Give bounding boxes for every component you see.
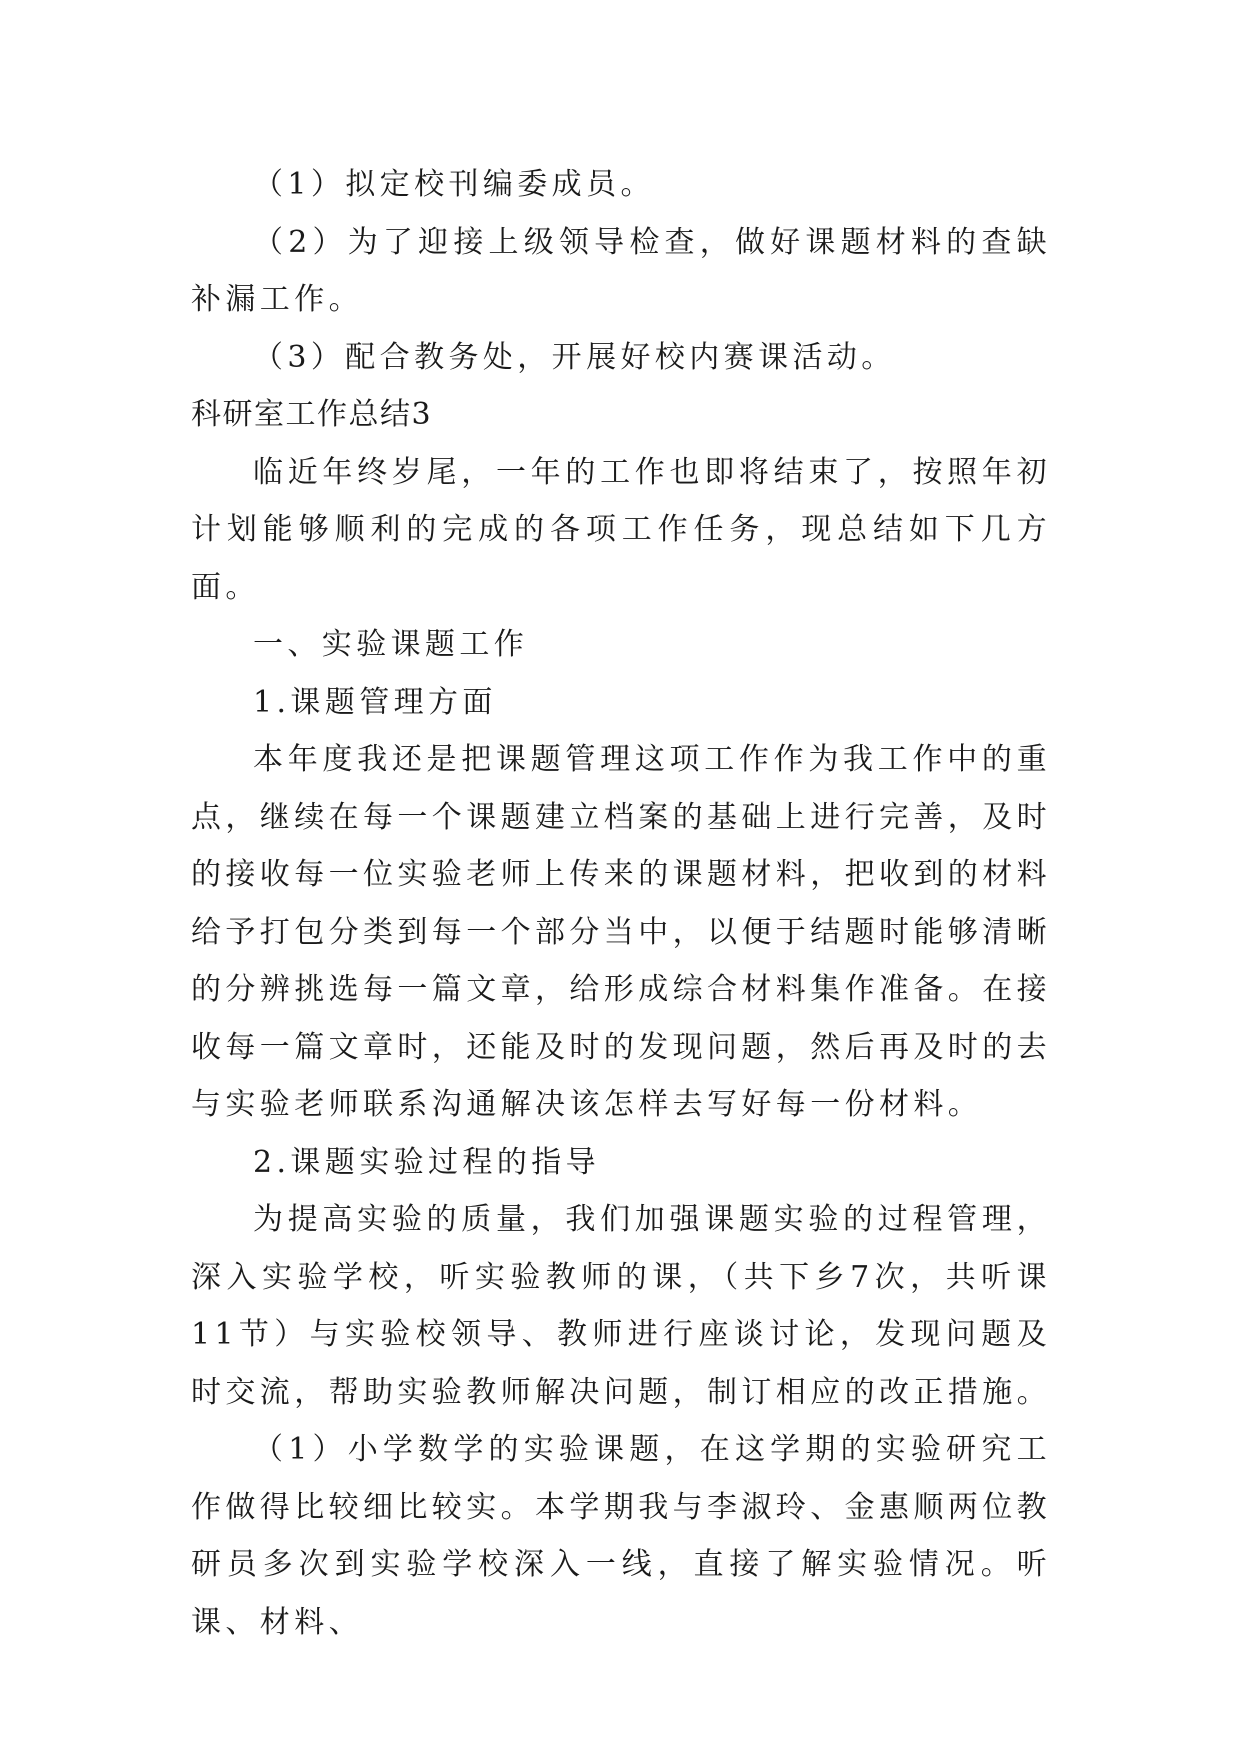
paragraph-math-topic: （1）小学数学的实验课题，在这学期的实验研究工作做得比较细比较实。本学期我与李淑玲、金惠顺两位教研员多次到实验学校深入一线，直接了解实验情况。听课、材料、 — [191, 1432, 1051, 1640]
paragraph-item-2: （2）为了迎接上级领导检查，做好课题材料的查缺补漏工作。 — [191, 224, 1051, 317]
paragraph-intro: 临近年终岁尾，一年的工作也即将结束了，按照年初计划能够顺利的完成的各项工作任务，现总结如下几方面。 — [191, 454, 1051, 605]
subheading-process-guidance: 2.课题实验过程的指导 — [253, 1144, 601, 1180]
heading-experiment-topics: 一、实验课题工作 — [253, 627, 529, 662]
document-body — [191, 156, 1051, 1651]
section-title: 科研室工作总结3 — [191, 397, 433, 432]
paragraph-item-3: （3）配合教务处，开展好校内赛课活动。 — [253, 339, 896, 375]
paragraph-process-guidance: 为提高实验的质量，我们加强课题实验的过程管理，深入实验学校，听实验教师的课，（共下乡7次，共听课11节）与实验校领导、教师进行座谈讨论，发现问题及时交流，帮助实验教师解决问题，制订相应的改正措施。 — [191, 1202, 1051, 1410]
subheading-topic-management: 1.课题管理方面 — [253, 684, 497, 720]
paragraph-item-1: （1）拟定校刊编委成员。 — [253, 167, 655, 202]
paragraph-topic-management: 本年度我还是把课题管理这项工作作为我工作中的重点，继续在每一个课题建立档案的基础上进行完善，及时的接收每一位实验老师上传来的课题材料，把收到的材料给予打包分类到每一个部分当中，以便于结题时能够清晰的分辨挑选每一篇文章，给形成综合材料集作准备。在接收每一篇文章时，还能及时的发现问题，然后再及时的去与实验老师联系沟通解决该怎样去写好每一份材料。 — [191, 742, 1051, 1122]
